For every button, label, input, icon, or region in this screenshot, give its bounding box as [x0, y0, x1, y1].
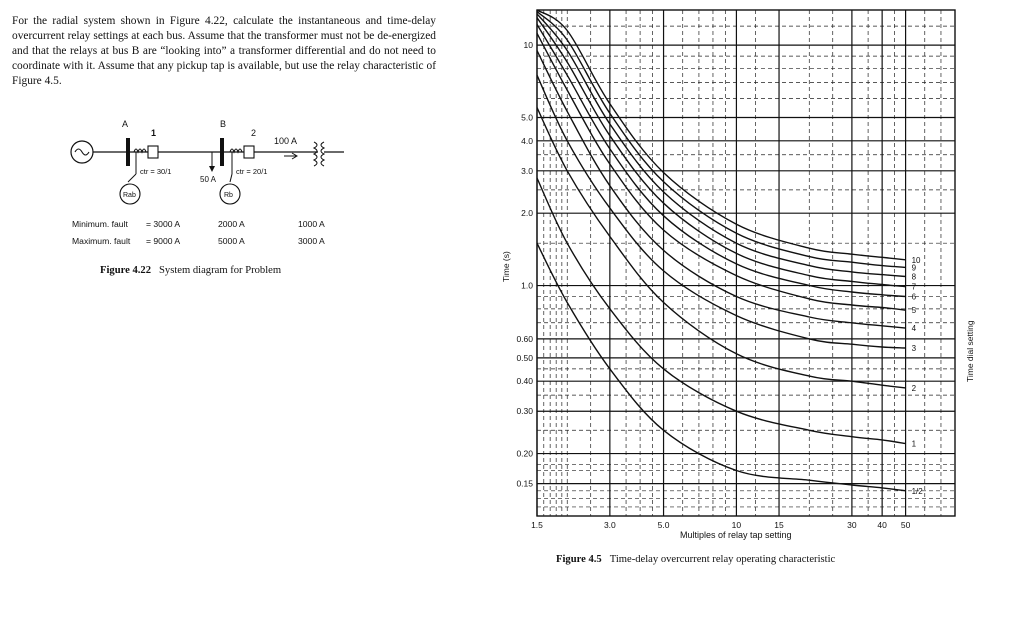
figure-4-22-text: System diagram for Problem [159, 265, 282, 276]
curve-label-td-4: 4 [911, 324, 917, 334]
bus-a-label: A [122, 119, 129, 129]
max-fault-a: = 9000 A [146, 236, 181, 246]
figure-4-5-number: Figure 4.5 [556, 554, 602, 565]
figure-4-22-number: Figure 4.22 [100, 265, 152, 276]
bus-a-bar [126, 138, 130, 166]
breaker-1-label: 1 [151, 128, 157, 138]
figure-4-5-text: Time-delay overcurrent relay operating characteristic [609, 554, 836, 565]
y-axis-label: Time (s) [501, 251, 511, 282]
x-tick-label: 15 [774, 520, 784, 530]
min-fault-label: Minimum. fault [72, 219, 128, 229]
min-fault-end: 1000 A [298, 219, 325, 229]
breaker-2-label: 2 [251, 128, 257, 138]
x-tick-label: 40 [877, 520, 887, 530]
x-tick-label: 30 [847, 520, 857, 530]
curve-label-td-6: 6 [911, 292, 917, 302]
y-tick-label: 0.50 [516, 352, 533, 363]
bus-b-label: B [220, 119, 227, 129]
y-tick-label: 0.15 [516, 478, 533, 489]
curve-td-1 [537, 178, 906, 444]
curve-label-td-1-2: 1/2 [911, 486, 923, 496]
y-tick-label: 0.60 [516, 333, 533, 344]
breaker-1 [148, 146, 158, 158]
curve-label-td-1: 1 [911, 439, 917, 449]
curve-label-td-2: 2 [911, 383, 917, 393]
max-fault-label: Maximum. fault [72, 236, 131, 246]
x-tick-label: 5.0 [657, 520, 670, 530]
curve-label-td-7: 7 [911, 282, 917, 292]
ctr-2-label: ctr = 20/1 [236, 167, 268, 176]
curve-td-8 [537, 14, 906, 277]
problem-statement: For the radial system shown in Figure 4.22, calculate the instantaneous and time-delay overcurrent relay settings at each bus. Assume that the transformer must not be de-energized and that the relays at bus B are “looking into” a transformer differential and do not need to coordinate with it. Assume that any pickup tap is available, but use the relay characteristic of Figure 4.5. [12, 15, 436, 87]
relay-characteristic-chart [495, 6, 995, 551]
min-fault-b: 2000 A [218, 219, 245, 229]
figure-4-22-caption [100, 265, 281, 276]
curve-td-9 [537, 12, 906, 268]
y-tick-label: 0.40 [516, 376, 533, 387]
max-fault-end: 3000 A [298, 236, 325, 246]
y-tick-label: 0.30 [516, 406, 533, 417]
load-b-arrow [209, 166, 215, 172]
x-tick-label: 10 [731, 520, 742, 530]
relay-b-label: Rb [224, 192, 233, 199]
curve-label-td-9: 9 [911, 263, 917, 273]
min-fault-a: = 3000 A [146, 219, 181, 229]
figure-4-5-caption [556, 554, 835, 565]
curve-label-td-10: 10 [911, 255, 921, 265]
right-axis-label: Time dial setting [965, 320, 975, 382]
y-tick-label: 10 [523, 40, 533, 51]
curve-td-6 [537, 24, 906, 296]
load-end-arrow [284, 153, 297, 159]
load-end-label: 100 A [274, 136, 298, 146]
x-tick-label: 3.0 [603, 520, 616, 530]
load-b-label: 50 A [200, 175, 217, 184]
max-fault-b: 5000 A [218, 236, 245, 246]
x-tick-label: 1.5 [531, 520, 543, 530]
chart-curves [537, 10, 923, 496]
x-axis-label: Multiples of relay tap setting [680, 530, 792, 540]
y-tick-label: 2.0 [521, 208, 533, 219]
curve-td-7 [537, 18, 906, 287]
y-tick-label: 3.0 [521, 165, 533, 176]
y-tick-label: 5.0 [521, 112, 533, 123]
relay-a-label: Rab [123, 192, 136, 199]
y-tick-label: 4.0 [521, 135, 533, 146]
y-tick-label: 1.0 [521, 280, 533, 291]
curve-label-td-8: 8 [911, 272, 917, 282]
transformer-symbol [314, 142, 324, 166]
curve-label-td-3: 3 [911, 343, 917, 353]
curve-label-td-5: 5 [911, 306, 917, 316]
ctr-1-label: ctr = 30/1 [140, 167, 172, 176]
curve-td-4 [537, 51, 906, 329]
breaker-2 [244, 146, 254, 158]
y-tick-label: 0.20 [516, 448, 533, 459]
system-diagram [62, 112, 362, 252]
generator-wave [75, 149, 89, 155]
curve-td-2 [537, 108, 906, 388]
x-tick-label: 50 [900, 520, 911, 530]
